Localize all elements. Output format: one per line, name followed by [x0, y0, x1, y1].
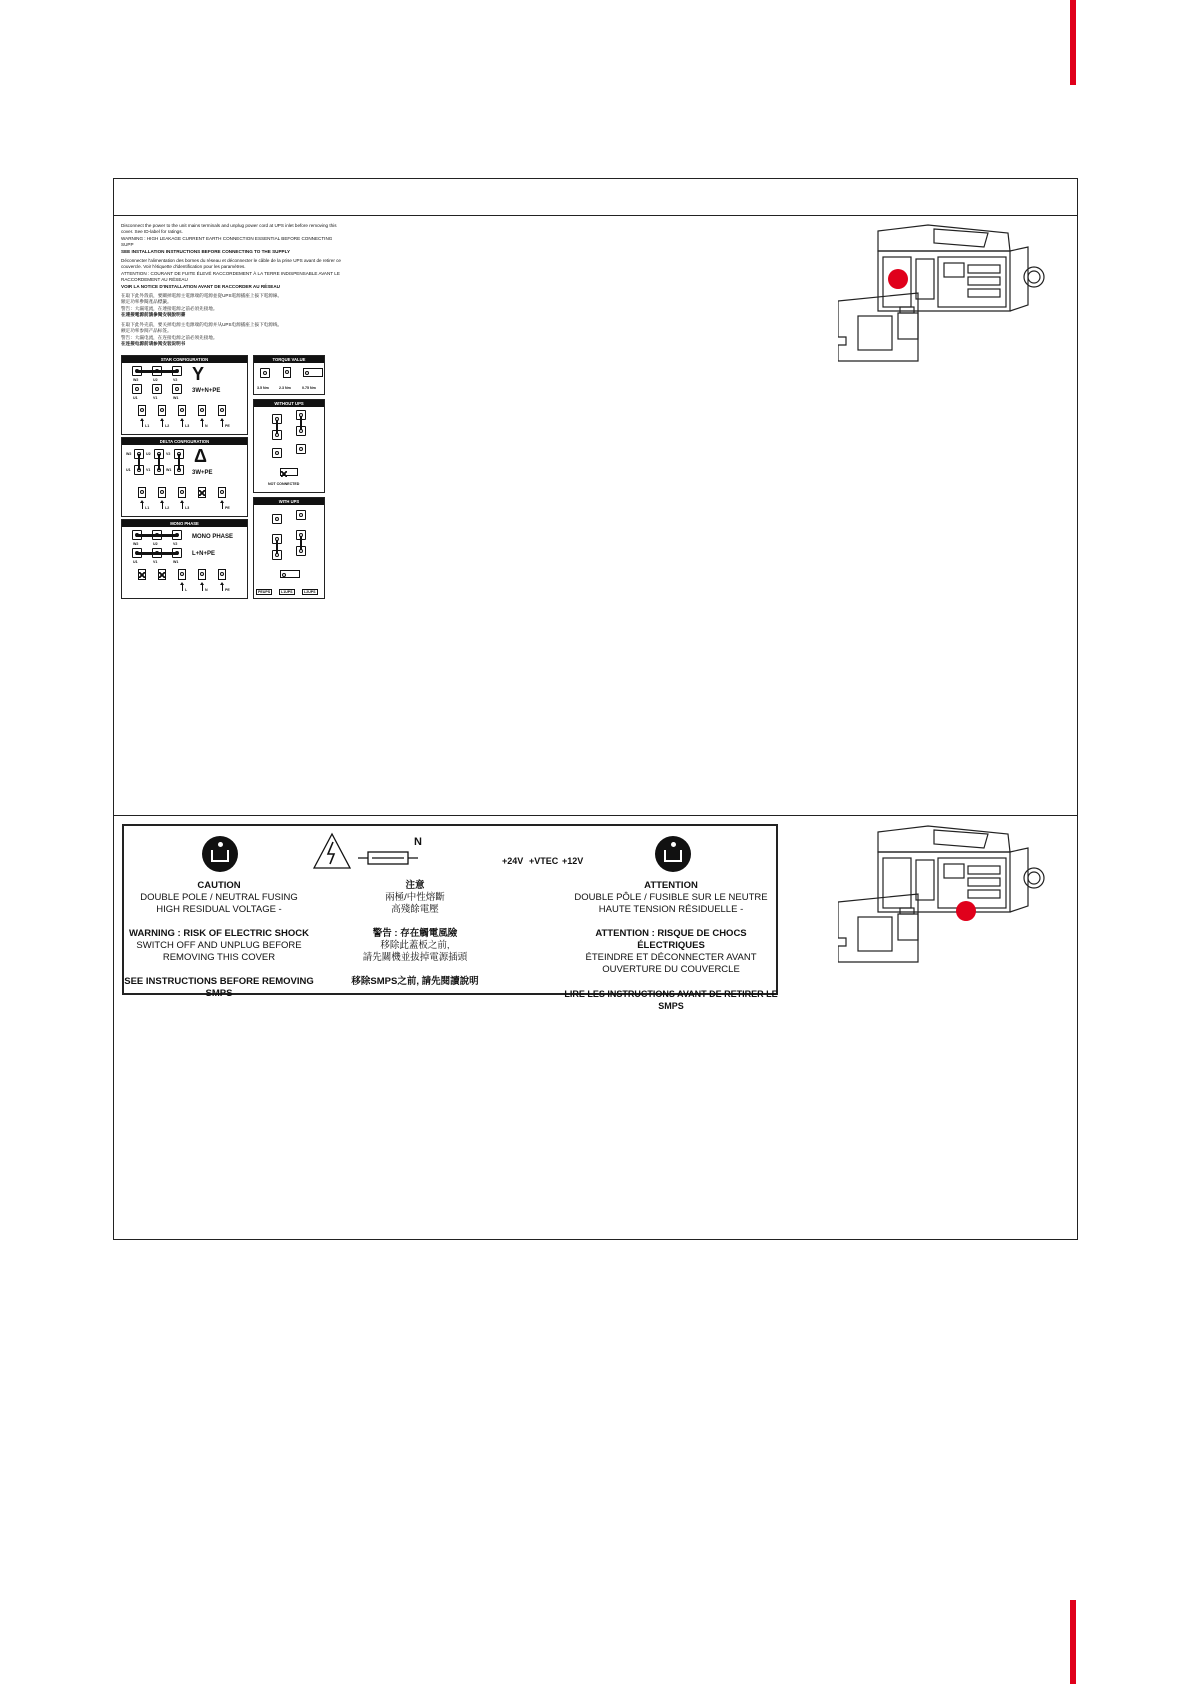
- without-ups-panel: WITHOUT UPS NOT CONNECTED: [253, 399, 325, 493]
- smps-warning-label: CAUTION DOUBLE POLE / NEUTRAL FUSING HIGH RESIDUAL VOLTAGE - WARNING : RISK OF ELECTRIC SHOCK SWITCH OFF AND UNPLUG BEFORE REMOVING THIS COVER SEE INSTRUCTIONS BEFORE REMOVING SMPS N 注意 兩極/中性熔斷 高殘餘電壓 警告 : 存在觸電風險 移除此蓋板之前, 請先關機並拔掉電源插頭 移除SMPS之前, 請先閱讀說明 +24V +VTEC +12V ATTENTION DOUBLE PÔLE / FUSIBLE SUR LE NEUTRE HAUTE TENSION RÉSIDUELLE - ATTENTION : RISQUE DE CHOCS ÉLECTRIQUES ÉTEINDRE ET DÉCONNECTER AVANT OUVERTURE DU COUVERCLE LIRE LES INSTRUCTIONS AVANT DE RETIRER LE SMPS: [122, 824, 778, 995]
- table-header-row: [114, 179, 1077, 216]
- mains-warning-text: [121, 223, 341, 350]
- warning-line: SEE INSTALLATION INSTRUCTIONS BEFORE CONNECTING TO THE SUPPLY: [121, 248, 291, 254]
- panel-title: WITH UPS: [254, 498, 324, 505]
- star-configuration-panel: STAR CONFIGURATION W2 U2 V2 U1 V1 W1 Y 3W+N+PE L1 L2 L3 N PE: [121, 355, 248, 435]
- chinese-warning: 注意 兩極/中性熔斷 高殘餘電壓 警告 : 存在觸電風險 移除此蓋板之前, 請先關機並拔掉電源插頭 移除SMPS之前, 請先閱讀說明: [351, 880, 479, 987]
- shock-and-fuse-symbols: [310, 830, 422, 874]
- star-symbol: Y: [192, 364, 205, 384]
- warning-paragraph: [121, 293, 341, 319]
- with-ups-panel: WITH UPS PEUPS L1UPS L2UPS: [253, 497, 325, 599]
- panel-title: WITHOUT UPS: [254, 400, 324, 407]
- warning-line: WARNING : HIGH LEAKAGE CURRENT EARTH CONNECTION ESSENTIAL BEFORE CONNECTING SUPP: [121, 235, 333, 248]
- delta-symbol: Δ: [194, 446, 207, 466]
- warning-paragraph: [121, 258, 341, 290]
- fuse-neutral-label: N: [414, 836, 422, 848]
- warning-line: 額定功率參閱產品標籤。: [121, 299, 172, 305]
- projector-illustration: [838, 221, 1060, 366]
- warning-line: Déconnecter l'alimentation des bornes du réseau et déconnecter le câble de la prise UPS avant de retirer ce couvercle. Voir l'étiquette d'identification pour les paramètres.: [121, 258, 341, 270]
- table-row: [114, 816, 1077, 1239]
- brand-bar-bottom: [1070, 1600, 1076, 1684]
- panel-title: MONO PHASE: [122, 520, 247, 527]
- table-row: [114, 215, 1077, 816]
- english-warning: CAUTION DOUBLE POLE / NEUTRAL FUSING HIGH RESIDUAL VOLTAGE - WARNING : RISK OF ELECTRIC SHOCK SWITCH OFF AND UNPLUG BEFORE REMOVING THIS COVER SEE INSTRUCTIONS BEFORE REMOVING SMPS: [124, 880, 314, 999]
- warning-paragraph: [121, 223, 341, 255]
- warning-line: 在取下此外壳前，要关掉电源主电源端的电源并从UPS电源插座上拔下电源线。: [121, 321, 283, 327]
- panel-title: STAR CONFIGURATION: [122, 356, 247, 363]
- label-table: [113, 178, 1078, 1240]
- read-manual-icon: [202, 836, 238, 872]
- projector-illustration: [838, 822, 1060, 967]
- panel-title: DELTA CONFIGURATION: [122, 438, 247, 445]
- panel-title: TORQUE VALUE: [254, 356, 324, 363]
- warning-line: 在取下此外殼前，要關掉電源主電源端的電源並從UPS電源插座上拔下電源線。: [121, 293, 283, 299]
- warning-line: 在连接电源前请参阅安装说明书: [121, 340, 186, 346]
- torque-value-panel: TORQUE VALUE 3.5 Nm 2.3 Nm 0.75 Nm: [253, 355, 325, 395]
- warning-line: 警告：大漏電流，在連接電源之前必須先接地。: [121, 305, 218, 311]
- mono-phase-panel: MONO PHASE W2 U2 V2 U1 V1 W1 MONO PHASE L+N+PE L N PE: [121, 519, 248, 599]
- location-marker: [888, 269, 908, 289]
- warning-line: VOIR LA NOTICE D'INSTALLATION AVANT DE RACCORDER AU RÉSEAU: [121, 283, 280, 289]
- warning-line: ATTENTION : COURANT DE FUITE ÉLEVÉ RACCORDEMENT À LA TERRE INDISPENSABLE AVANT LE RACCORDEMENT AU RÉSEAU: [121, 270, 340, 283]
- location-marker: [956, 901, 976, 921]
- read-manual-icon: [655, 836, 691, 872]
- brand-bar-top: [1070, 0, 1076, 85]
- warning-line: 在連接電源前請參閱安裝說明書: [121, 312, 186, 318]
- french-warning: ATTENTION DOUBLE PÔLE / FUSIBLE SUR LE NEUTRE HAUTE TENSION RÉSIDUELLE - ATTENTION : RISQUE DE CHOCS ÉLECTRIQUES ÉTEINDRE ET DÉCONNECTER AVANT OUVERTURE DU COUVERCLE LIRE LES INSTRUCTIONS AVANT DE RETIRER LE SMPS: [564, 880, 778, 1011]
- warning-line: 额定功率参阅产品标签。: [121, 328, 172, 334]
- delta-configuration-panel: DELTA CONFIGURATION W2 U1 U2 V1 V2 W1 Δ 3W+PE L1 L2 L3 PE: [121, 437, 248, 517]
- warning-line: Disconnect the power to the unit mains terminals and unplug power cord at UPS inlet before removing this cover. See ID-label for ratings.: [121, 223, 337, 235]
- warning-line: 警告：大漏电流，在连接电源之前必须先接地。: [121, 334, 218, 340]
- warning-paragraph: [121, 322, 341, 348]
